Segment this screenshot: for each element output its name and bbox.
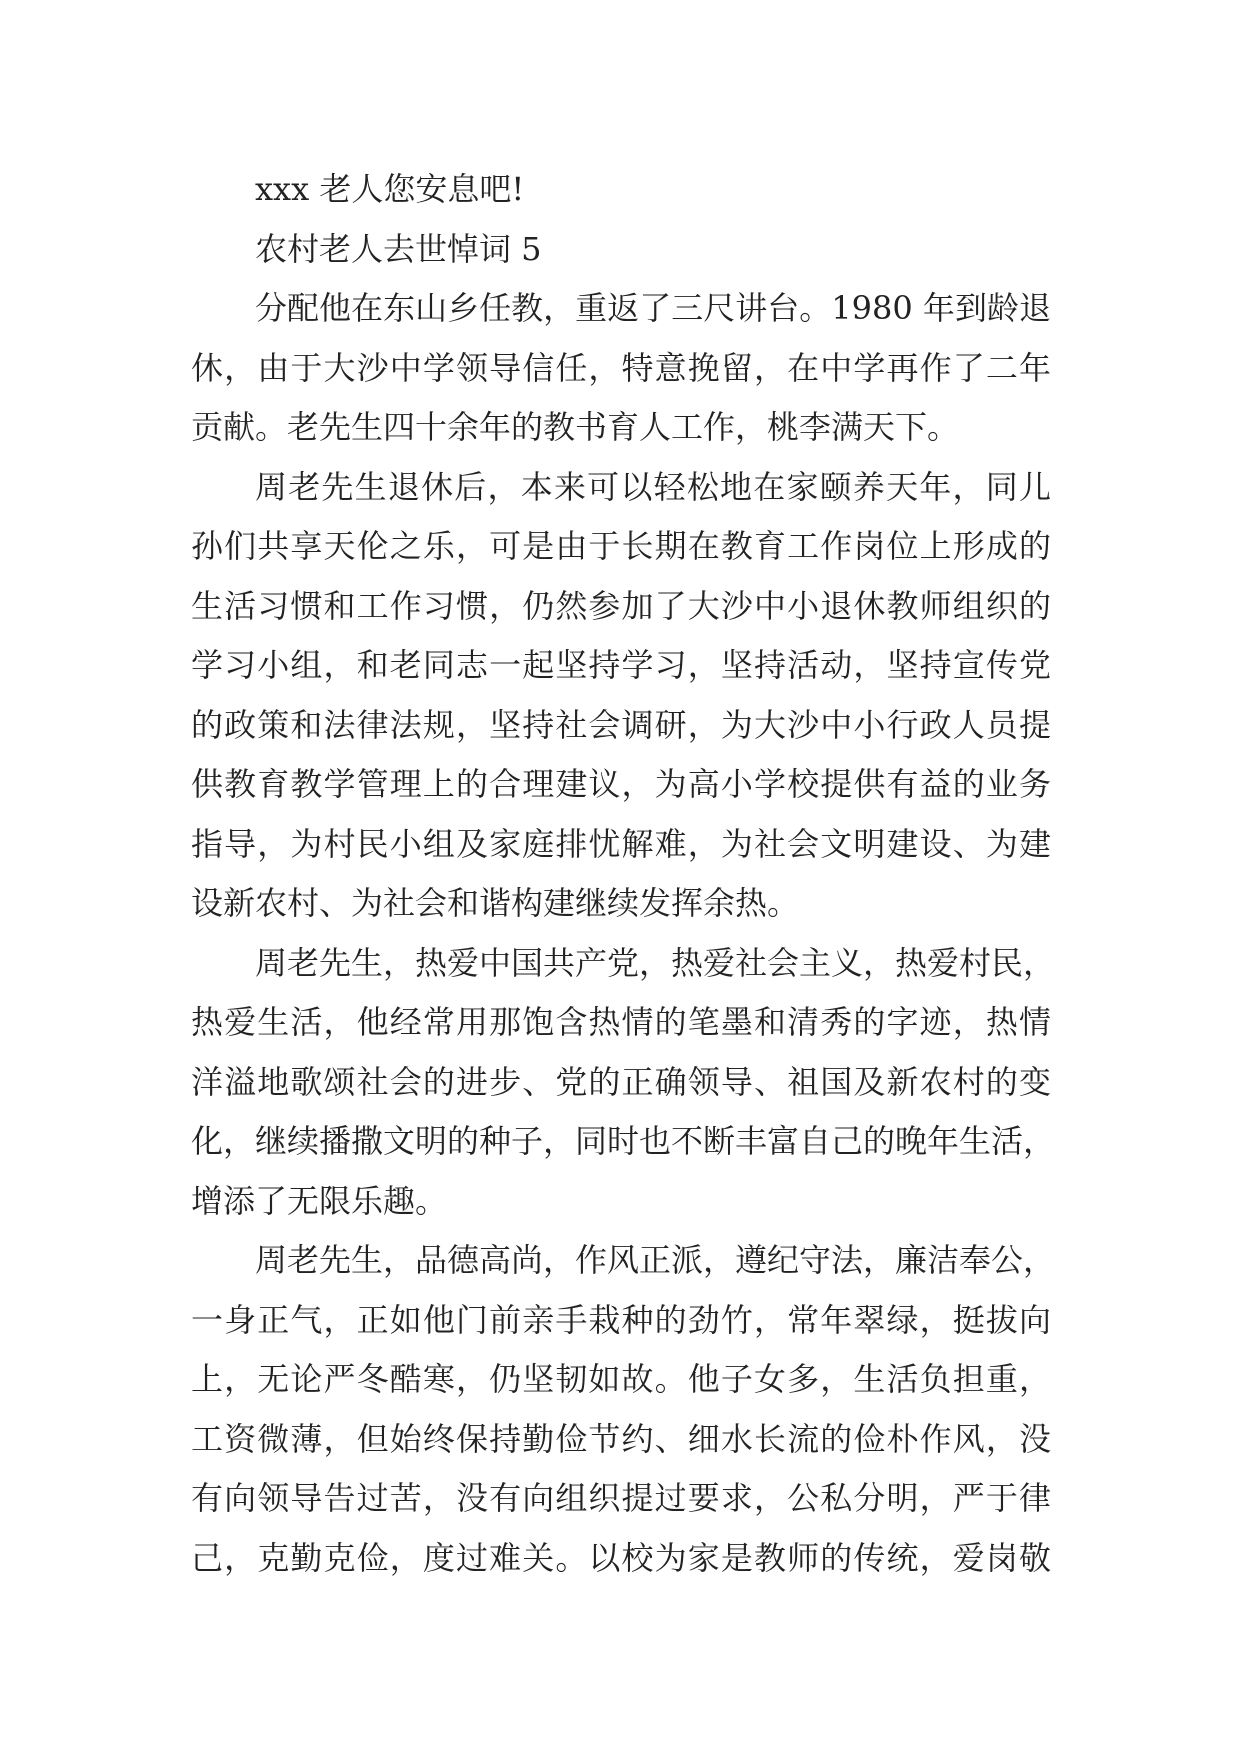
paragraph-3-line: 周老先生，热爱中国共产党，热爱社会主义，热爱村民， (255, 943, 1056, 982)
paragraph-4-line: 一身正气，正如他门前亲手栽种的劲竹，常年翠绿，挺拔向 (191, 1300, 1051, 1339)
paragraph-2-line: 学习小组，和老同志一起坚持学习，坚持活动，坚持宣传党 (191, 646, 1051, 684)
document-body (191, 160, 1056, 1588)
paragraph-3-line: 增添了无限乐趣。 (191, 1181, 448, 1220)
paragraph-2-line: 生活习惯和工作习惯，仍然参加了大沙中小退休教师组织的 (191, 586, 1051, 625)
paragraph-3-line: 热爱生活，他经常用那饱含热情的笔墨和清秀的字迹，热情 (191, 1003, 1051, 1041)
paragraph-2-line: 设新农村、为社会和谐构建继续发挥余热。 (191, 884, 800, 922)
paragraph-1-line: 分配他在东山乡任教，重返了三尺讲台。1980 年到龄退 (255, 289, 1051, 327)
section-heading: 农村老人去世悼词 5 (255, 229, 542, 268)
paragraph-4-line: 己，克勤克俭，度过难关。以校为家是教师的传统，爱岗敬 (191, 1538, 1051, 1577)
paragraph-3-line: 化，继续播撒文明的种子，同时也不断丰富自己的晚年生活， (191, 1122, 1056, 1160)
paragraph-4-line: 有向领导告过苦，没有向组织提过要求，公私分明，严于律 (191, 1479, 1051, 1517)
paragraph-2-line: 的政策和法律法规，坚持社会调研，为大沙中小行政人员提 (191, 705, 1051, 744)
paragraph-1-line: 休，由于大沙中学领导信任，特意挽留，在中学再作了二年 (191, 348, 1051, 387)
paragraph-2-line: 指导，为村民小组及家庭排忧解难，为社会文明建设、为建 (191, 824, 1051, 863)
paragraph-4-line: 上，无论严冬酷寒，仍坚韧如故。他子女多，生活负担重， (191, 1360, 1051, 1398)
paragraph-2-line: 供教育教学管理上的合理建议，为高小学校提供有益的业务 (191, 765, 1051, 803)
paragraph-2-line: 孙们共享天伦之乐，可是由于长期在教育工作岗位上形成的 (191, 527, 1051, 565)
paragraph-3-line: 洋溢地歌颂社会的进步、党的正确领导、祖国及新农村的变 (191, 1062, 1051, 1101)
paragraph-1-line: 贡献。老先生四十余年的教书育人工作，桃李满天下。 (191, 408, 960, 446)
paragraph-4-line: 工资微薄，但始终保持勤俭节约、细水长流的俭朴作风，没 (191, 1419, 1051, 1458)
farewell-line: xxx 老人您安息吧! (255, 170, 525, 208)
paragraph-4-line: 周老先生，品德高尚，作风正派，遵纪守法，廉洁奉公， (255, 1241, 1056, 1279)
paragraph-2-line: 周老先生退休后，本来可以轻松地在家颐养天年，同儿 (255, 467, 1051, 506)
